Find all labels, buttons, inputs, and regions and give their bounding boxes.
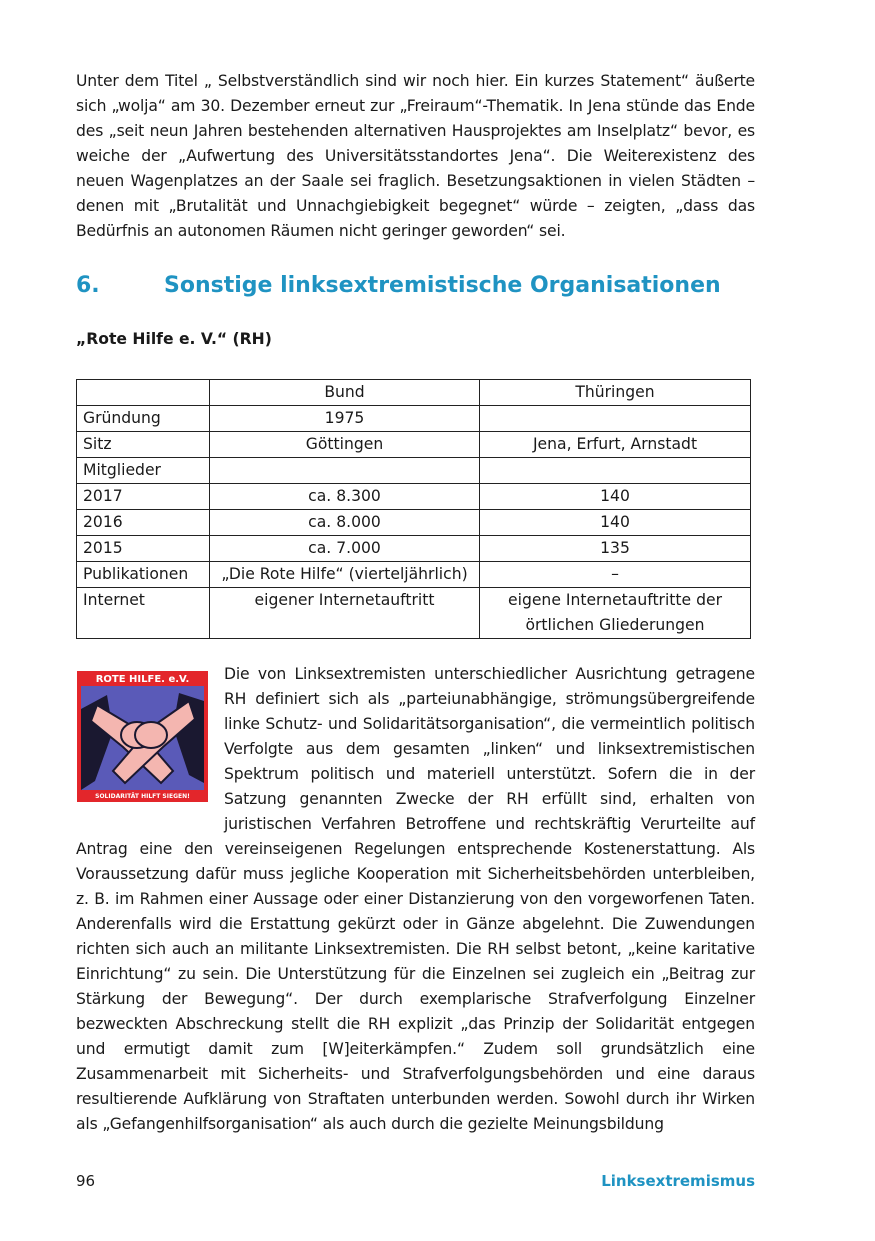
table-cell <box>77 380 210 406</box>
organization-heading: „Rote Hilfe e. V.“ (RH) <box>76 330 272 348</box>
table-header-bund: Bund <box>210 380 480 406</box>
section-title: Sonstige linksextremistische Organisationen <box>164 273 721 298</box>
table-cell: 135 <box>480 536 751 562</box>
table-header-thueringen: Thüringen <box>480 380 751 406</box>
table-cell: eigene Internetauftritte der örtlichen Gliederungen <box>480 588 751 639</box>
table-row <box>77 432 751 458</box>
page-number: 96 <box>76 1172 96 1190</box>
table-cell: 1975 <box>210 406 480 432</box>
table-cell: ca. 8.300 <box>210 484 480 510</box>
table-cell: 2016 <box>77 510 210 536</box>
table-cell: Internet <box>77 588 210 639</box>
table-row <box>77 562 751 588</box>
table-cell: eigener Internetauftritt <box>210 588 480 639</box>
body-paragraph: Die von Linksextremisten unterschiedlicher Ausrichtung getragene RH definiert sich als „parteiunabhängige, strömungsübergreifende linke Schutz- und Solidaritätsorganisation“, die vermeintlich politisch Verfolgte aus dem gesamten „linken“ und linksextremistischen Spektrum politisch und materiell unterstützt. Sofern die in der Satzung genannten Zwecke der RH erfüllt sind, erhalten von juristischen Verfahren Betroffene und rechtskräftig Verurteilte auf Antrag eine den vereinseigenen Regelungen entsprechende Kostenerstattung. Als Voraussetzung dafür muss jegliche Kooperation mit Sicherheitsbehörden unterbleiben, z. B. im Rahmen einer Aussage oder einer Distanzierung von den vorgeworfenen Taten. Anderenfalls wird die Erstattung gekürzt oder in Gänze abgelehnt. Die Zuwendungen richten sich auch an militante Linksextremisten. Die RH selbst betont, „keine karitative Einrichtung“ zu sein. Die Unterstützung für die Einzelnen sei zugleich ein „Beitrag zur Stärkung der Bewegung“. Der durch exemplarische Strafverfolgung Einzelner bezweckten Abschreckung stellt die RH explizit „das Prinzip der Solidarität entgegen und ermutigt damit zum [W]eiterkämpfen.“ Zudem soll grundsätzlich eine Zusammenarbeit mit Sicherheits- und Strafverfolgungsbehörden und eine daraus resultierende Aufklärung von Straftaten unterbunden werden. Sowohl durch ihr Wirken als „Gefangenhilfsorganisation“ als auch durch die gezielte Meinungsbildung <box>76 665 755 1133</box>
table-header-row <box>77 380 751 406</box>
table-cell: 2017 <box>77 484 210 510</box>
table-cell: „Die Rote Hilfe“ (vierteljährlich) <box>210 562 480 588</box>
table-cell: Mitglieder <box>77 458 210 484</box>
logo-top-text: ROTE HILFE. e.V. <box>95 674 190 685</box>
table-cell: ca. 7.000 <box>210 536 480 562</box>
table-cell: 140 <box>480 484 751 510</box>
logo-bottom-text: SOLIDARITÄT HILFT SIEGEN! <box>95 793 190 800</box>
table-cell: Gründung <box>77 406 210 432</box>
logo-spacer <box>76 662 224 834</box>
table-cell: Jena, Erfurt, Arnstadt <box>480 432 751 458</box>
intro-paragraph: Unter dem Titel „ Selbstverständlich sind wir noch hier. Ein kurzes Statement“ äußerte sich „wolja“ am 30. Dezember erneut zur „Freiraum“-Thematik. In Jena stünde das Ende des „seit neun Jahren bestehenden alternativen Hausprojektes am Inselplatz“ bevor, es weiche der „Aufwertung des Universitätsstandortes Jena“. Die Weiterexistenz des neuen Wagenplatzes an der Saale sei fraglich. Besetzungsaktionen in vielen Städten – denen mit „Brutalität und Unnachgiebigkeit begegnet“ würde – zeigten, „dass das Bedürfnis an autonomen Räumen nicht geringer geworden“ sei. <box>76 72 755 240</box>
table-row <box>77 536 751 562</box>
table-cell <box>480 406 751 432</box>
table-cell: Publikationen <box>77 562 210 588</box>
table-cell <box>480 458 751 484</box>
table-row <box>77 510 751 536</box>
table-cell: ca. 8.000 <box>210 510 480 536</box>
table-row <box>77 458 751 484</box>
table-cell: – <box>480 562 751 588</box>
table-cell <box>210 458 480 484</box>
table-cell: 2015 <box>77 536 210 562</box>
table-cell: Sitz <box>77 432 210 458</box>
section-number: 6. <box>76 273 100 298</box>
organization-table <box>76 379 751 639</box>
table-cell: 140 <box>480 510 751 536</box>
table-cell: Göttingen <box>210 432 480 458</box>
section-heading <box>76 270 721 302</box>
table-row <box>77 484 751 510</box>
table-row <box>77 588 751 639</box>
footer-title: Linksextremismus <box>601 1172 755 1190</box>
body-paragraph-wrapper <box>76 662 755 1137</box>
table-row <box>77 406 751 432</box>
